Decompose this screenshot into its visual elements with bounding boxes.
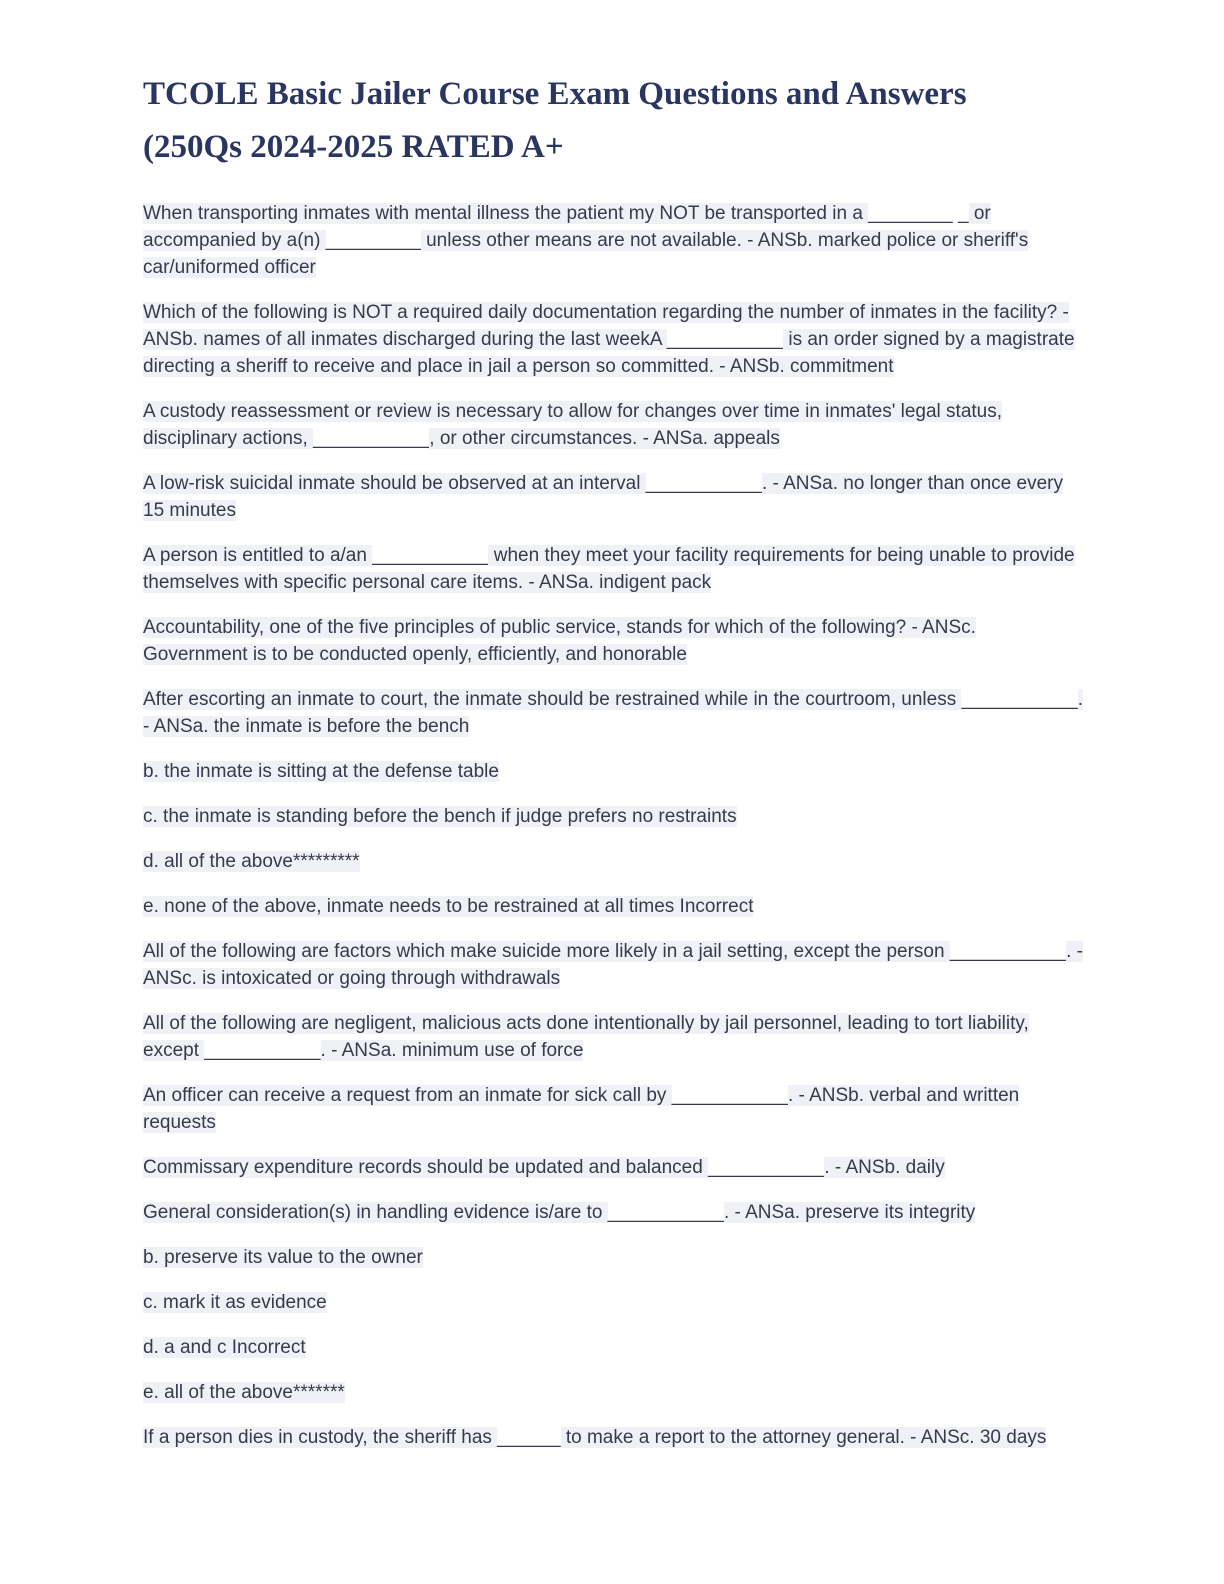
exam-paragraph <box>143 686 1083 740</box>
blank-segment: ___________ <box>961 688 1078 710</box>
text-segment: An officer can receive a request from an inmate for sick call by <box>143 1084 672 1106</box>
text-segment: . - ANSb. daily <box>824 1156 945 1178</box>
text-segment: All of the following are factors which make suicide more likely in a jail setting, except the person <box>143 940 950 962</box>
text-segment: After escorting an inmate to court, the inmate should be restrained while in the courtroom, unless <box>143 688 962 710</box>
text-segment: e. none of the above, inmate needs to be restrained at all times Incorrect <box>143 895 754 917</box>
blank-segment: ___________ <box>313 427 430 449</box>
text-segment: All of the following are negligent, malicious acts done intentionally by jail personnel, leading to tort liability, except <box>143 1012 1029 1061</box>
text-segment: A low-risk suicidal inmate should be observed at an interval <box>143 472 646 494</box>
exam-paragraph <box>143 1289 1083 1316</box>
blank-segment: ___________ <box>607 1201 724 1223</box>
text-segment: . - ANSa. the inmate is before the bench <box>143 688 1084 737</box>
text-segment: is an order signed by a magistrate directing a sheriff to receive and place in jail a person so committed. - ANSb. commitment <box>143 328 1075 377</box>
exam-paragraph <box>143 1244 1083 1271</box>
blank-segment: ___________ <box>645 472 762 494</box>
text-segment: c. mark it as evidence <box>143 1291 327 1313</box>
text-segment: , or other circumstances. - ANSa. appeals <box>429 427 780 449</box>
text-segment: b. preserve its value to the owner <box>143 1246 423 1268</box>
exam-paragraph <box>143 542 1083 596</box>
text-segment: to make a report to the attorney general. - ANSc. 30 days <box>560 1426 1047 1448</box>
text-segment: . - ANSa. no longer than once every 15 minutes <box>143 472 1063 521</box>
exam-paragraph <box>143 614 1083 668</box>
text-segment: A custody reassessment or review is necessary to allow for changes over time in inmates' legal status, disciplinary actions, <box>143 400 1003 449</box>
exam-paragraph <box>143 1154 1083 1181</box>
text-segment: Which of the following is NOT a required daily documentation regarding the number of inmates in the facility? - ANSb. names of all inmates discharged during the last weekA <box>143 301 1069 350</box>
blank-segment: ___________ <box>372 544 489 566</box>
text-segment: A person is entitled to a/an <box>143 544 373 566</box>
blank-segment: ___________ <box>949 940 1067 962</box>
text-segment: c. the inmate is standing before the bench if judge prefers no restraints <box>143 805 737 827</box>
exam-paragraph <box>143 200 1083 281</box>
text-segment: . - ANSa. minimum use of force <box>320 1039 584 1061</box>
exam-paragraph <box>143 398 1083 452</box>
exam-paragraph <box>143 1334 1083 1361</box>
blank-segment: ___________ <box>666 328 784 350</box>
blank-segment: ___________ <box>708 1156 825 1178</box>
blank-segment: ________ _ <box>868 202 969 224</box>
text-segment: Commissary expenditure records should be updated and balanced <box>143 1156 709 1178</box>
text-segment: If a person dies in custody, the sheriff has <box>143 1426 498 1448</box>
blank-segment: ___________ <box>204 1039 321 1061</box>
exam-paragraph <box>143 470 1083 524</box>
paragraph-list <box>143 200 1083 1451</box>
text-segment: or accompanied by a(n) <box>143 202 991 251</box>
exam-paragraph <box>143 1424 1083 1451</box>
page-title: TCOLE Basic Jailer Course Exam Questions and Answers (250Qs 2024-2025 RATED A+ <box>143 76 967 165</box>
text-segment: d. a and c Incorrect <box>143 1336 306 1358</box>
text-segment: When transporting inmates with mental illness the patient my NOT be transported in a <box>143 202 869 224</box>
exam-paragraph <box>143 758 1083 785</box>
exam-paragraph <box>143 1199 1083 1226</box>
blank-segment: _________ <box>325 229 421 251</box>
exam-paragraph <box>143 893 1083 920</box>
text-segment: . - ANSc. is intoxicated or going through withdrawals <box>143 940 1083 989</box>
blank-segment: ___________ <box>671 1084 788 1106</box>
text-segment: unless other means are not available. - ANSb. marked police or sheriff's car/uniformed officer <box>143 229 1029 278</box>
text-segment: b. the inmate is sitting at the defense table <box>143 760 499 782</box>
exam-paragraph <box>143 1379 1083 1406</box>
text-segment: . - ANSa. preserve its integrity <box>723 1201 976 1223</box>
exam-paragraph <box>143 1082 1083 1136</box>
text-segment: d. all of the above********* <box>143 850 360 872</box>
exam-paragraph <box>143 803 1083 830</box>
exam-paragraph <box>143 938 1083 992</box>
text-segment: General consideration(s) in handling evidence is/are to <box>143 1201 608 1223</box>
text-segment: Accountability, one of the five principles of public service, stands for which of the following? - ANSc. Government is to be conducted openly, efficiently, and honorable <box>143 616 976 665</box>
exam-paragraph <box>143 1010 1083 1064</box>
exam-paragraph <box>143 848 1083 875</box>
text-segment: e. all of the above******* <box>143 1381 345 1403</box>
text-segment: . - ANSb. verbal and written requests <box>143 1084 1020 1133</box>
exam-paragraph <box>143 299 1083 380</box>
blank-segment: ______ <box>497 1426 561 1448</box>
text-segment: when they meet your facility requirements for being unable to provide themselves with specific personal care items. - ANSa. indigent pack <box>143 544 1075 593</box>
